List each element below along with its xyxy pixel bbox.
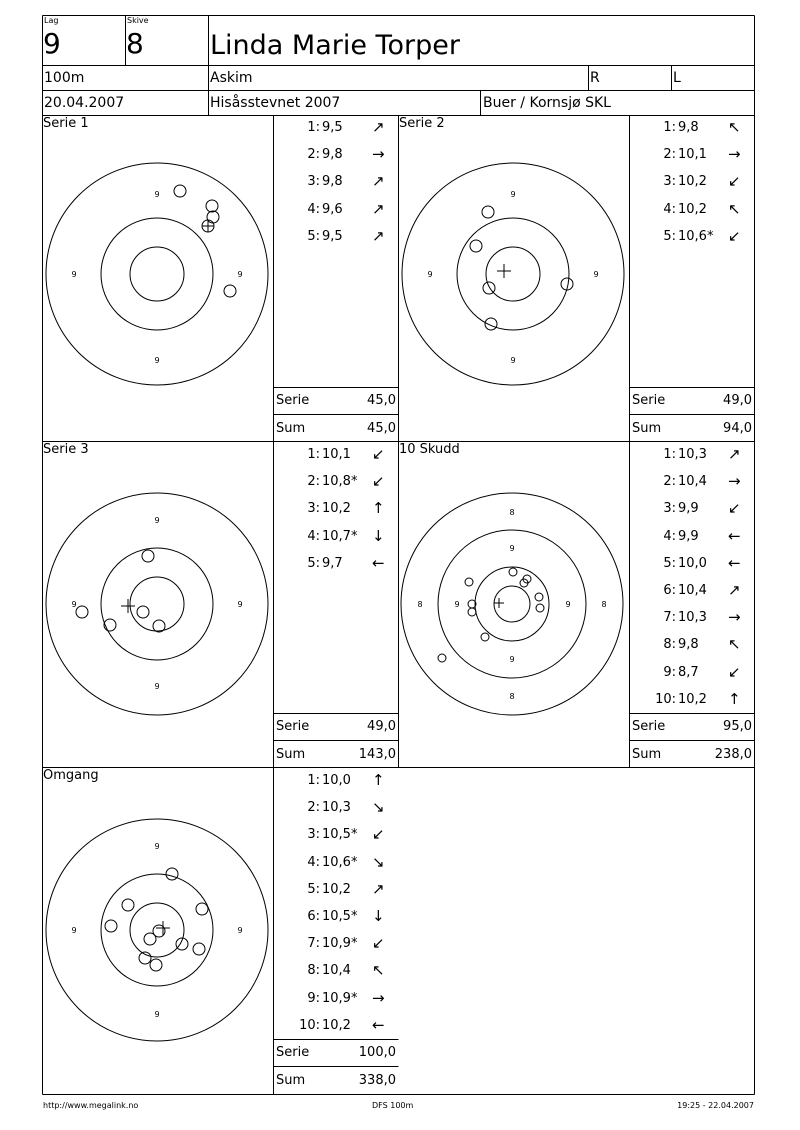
shot-number: 4: (307, 854, 320, 870)
panel-title: Serie 2 (399, 116, 445, 131)
shot-number: 3: (663, 174, 676, 190)
shot-row (630, 174, 754, 192)
shot-value: 9,8 (678, 120, 699, 135)
shot-number: 7: (307, 936, 320, 952)
shot-value: 10,2 (678, 174, 707, 190)
arrow-sw-icon: ↙ (728, 499, 741, 518)
l-label: L (673, 70, 681, 86)
arrow-ne-icon: ↗ (372, 226, 385, 245)
lag-value: 9 (43, 27, 61, 60)
shot-number: 1: (307, 120, 320, 135)
distance: 100m (44, 70, 85, 86)
arrow-ne-icon: ↗ (372, 172, 385, 191)
serie-label: Serie (632, 393, 666, 408)
shot-value: 10,9* (322, 936, 358, 952)
footer-timestamp: 19:25 - 22.04.2007 (677, 1101, 754, 1110)
shot-row (630, 474, 754, 492)
sum-label: Sum (632, 421, 662, 436)
panel-title: 10 Skudd (399, 442, 460, 457)
shot-hole (470, 240, 482, 252)
shot-value: 10,4 (678, 583, 707, 598)
arrow-w-icon: ← (372, 1015, 385, 1034)
ring-label: 9 (565, 600, 571, 609)
shot-hole (438, 654, 446, 662)
shot-hole (509, 568, 517, 576)
shot-hole (142, 550, 154, 562)
ring-label: 8 (509, 692, 515, 701)
serie-value: 45,0 (367, 393, 396, 408)
arrow-sw-icon: ↙ (372, 472, 385, 491)
shot-hole (207, 211, 219, 223)
venue: Buer / Kornsjø SKL (483, 95, 611, 111)
shot-value: 10,4 (322, 963, 351, 979)
shot-hole (468, 608, 476, 616)
ring-label: 9 (510, 190, 516, 199)
shot-hole (144, 933, 156, 945)
shot-number: 8: (307, 963, 320, 979)
serie-value: 49,0 (367, 719, 396, 734)
shot-row (630, 553, 754, 574)
shot-value: 10,2 (322, 501, 351, 517)
target-omgang (46, 819, 268, 1041)
shot-hole (153, 620, 165, 632)
shot-row (630, 662, 754, 683)
ring-label: 9 (427, 270, 433, 279)
shot-hole (104, 619, 116, 631)
shot-row (630, 501, 754, 519)
shot-row (274, 800, 398, 818)
serie-label: Serie (276, 1045, 310, 1060)
ring-label: 9 (154, 682, 160, 691)
skive-label: Skive (127, 16, 149, 25)
shot-number: 4: (663, 201, 676, 217)
shot-number: 2: (663, 474, 676, 490)
shot-hole (137, 606, 149, 618)
ring-label: 9 (237, 926, 243, 935)
arrow-sw-icon: ↙ (728, 172, 741, 191)
shot-value: 9,5 (322, 120, 343, 135)
shot-value: 10,1 (678, 147, 707, 163)
ring-label: 9 (154, 842, 160, 851)
shot-value: 9,9 (678, 501, 699, 517)
shot-value: 10,0 (678, 555, 707, 571)
date: 20.04.2007 (44, 95, 125, 111)
shot-number: 7: (663, 610, 676, 626)
shot-value: 9,7 (322, 555, 343, 571)
sum-label: Sum (276, 421, 306, 436)
ring-label: 9 (454, 600, 460, 609)
shot-number: 4: (663, 528, 676, 544)
ring-label: 8 (601, 600, 607, 609)
shot-hole (206, 200, 218, 212)
shot-hole (482, 206, 494, 218)
shot-number: 5: (307, 555, 320, 571)
ring-label: 9 (510, 356, 516, 365)
shot-row (274, 936, 398, 954)
r-label: R (590, 70, 600, 86)
shot-number: 5: (307, 228, 320, 244)
shot-number: 10: (655, 691, 676, 707)
arrow-ne-icon: ↗ (372, 118, 385, 136)
target-10-skudd (401, 493, 623, 715)
shot-hole (483, 282, 495, 294)
shot-number: 6: (307, 909, 320, 924)
shot-number: 1: (307, 773, 320, 788)
shot-hole (465, 578, 473, 586)
shot-hole (196, 903, 208, 915)
shot-row (274, 474, 398, 492)
shot-row (630, 226, 754, 247)
sum-value: 143,0 (358, 747, 396, 762)
ring-label: 9 (154, 190, 160, 199)
arrow-se-icon: ↘ (372, 852, 385, 871)
shot-number: 3: (307, 501, 320, 517)
shot-row (630, 637, 754, 655)
serie-value: 49,0 (723, 393, 752, 408)
shot-row (274, 909, 398, 927)
shot-number: 4: (307, 201, 320, 217)
shot-value: 10,0 (322, 773, 351, 788)
ring-label: 8 (509, 508, 515, 517)
panel-title: Omgang (43, 768, 99, 783)
ring-label: 9 (71, 926, 77, 935)
shot-row (274, 501, 398, 519)
shot-row (630, 583, 754, 601)
arrow-ne-icon: ↗ (372, 879, 385, 898)
sum-label: Sum (276, 1073, 306, 1088)
sum-value: 338,0 (358, 1073, 396, 1088)
arrow-n-icon: ↑ (372, 499, 385, 518)
ring-label: 9 (154, 356, 160, 365)
shot-number: 1: (663, 447, 676, 462)
shot-number: 5: (307, 881, 320, 897)
sum-label: Sum (276, 747, 306, 762)
serie-label: Serie (276, 719, 310, 734)
shot-value: 9,6 (322, 201, 343, 217)
shot-row (274, 226, 398, 247)
ring-label: 9 (237, 270, 243, 279)
ring-label: 9 (237, 600, 243, 609)
shot-row (274, 147, 398, 165)
shot-value: 10,5* (322, 827, 358, 843)
shot-row (274, 199, 398, 220)
arrow-w-icon: ← (728, 526, 741, 545)
shot-value: 10,7* (322, 528, 358, 544)
arrow-sw-icon: ↙ (372, 934, 385, 953)
ring-label: 9 (509, 544, 515, 553)
shot-number: 9: (307, 990, 320, 1006)
shot-value: 9,8 (322, 147, 343, 163)
shot-value: 10,2 (678, 201, 707, 217)
sum-value: 238,0 (714, 747, 752, 762)
shot-number: 8: (663, 637, 676, 653)
shot-hole (150, 959, 162, 971)
serie-value: 100,0 (358, 1045, 396, 1060)
arrow-ne-icon: ↗ (372, 199, 385, 218)
arrow-se-icon: ↘ (372, 798, 385, 817)
ring-label: 9 (71, 270, 77, 279)
shot-number: 2: (307, 800, 320, 816)
shot-number: 2: (663, 147, 676, 163)
shot-value: 10,2 (678, 691, 707, 707)
shot-hole (105, 920, 117, 932)
arrow-e-icon: → (728, 145, 741, 164)
shot-value: 10,6* (322, 854, 358, 870)
shot-number: 1: (307, 447, 320, 462)
arrow-w-icon: ← (372, 553, 385, 572)
arrow-sw-icon: ↙ (372, 825, 385, 844)
shot-number: 3: (663, 501, 676, 517)
ring-label: 9 (593, 270, 599, 279)
shot-row (630, 526, 754, 547)
shot-value: 10,1 (322, 447, 351, 462)
shot-value: 8,7 (678, 664, 699, 680)
shot-number: 4: (307, 528, 320, 544)
shooter-name: Linda Marie Torper (210, 30, 460, 61)
shot-row (630, 689, 754, 710)
club: Askim (210, 70, 253, 86)
shot-hole (193, 943, 205, 955)
arrow-nw-icon: ↖ (372, 961, 385, 980)
arrow-sw-icon: ↙ (728, 226, 741, 245)
shot-hole (174, 185, 186, 197)
arrow-nw-icon: ↖ (728, 635, 741, 654)
arrow-sw-icon: ↙ (372, 445, 385, 463)
shot-number: 5: (663, 555, 676, 571)
shot-value: 10,4 (678, 474, 707, 490)
arrow-e-icon: → (728, 472, 741, 491)
panel-title: Serie 3 (43, 442, 89, 457)
shot-number: 5: (663, 228, 676, 244)
lag-label: Lag (44, 16, 59, 25)
serie-label: Serie (632, 719, 666, 734)
arrow-s-icon: ↓ (372, 907, 385, 925)
arrow-e-icon: → (372, 145, 385, 164)
shot-value: 10,2 (322, 881, 351, 897)
shot-row (274, 988, 398, 1009)
shot-row (274, 827, 398, 845)
shot-value: 10,6* (678, 228, 714, 244)
shot-number: 2: (307, 474, 320, 490)
shot-value: 10,9* (322, 990, 358, 1006)
arrow-nw-icon: ↖ (728, 118, 741, 136)
shot-hole (535, 593, 543, 601)
shot-hole (122, 899, 134, 911)
shot-number: 1: (663, 120, 676, 135)
shot-row (274, 879, 398, 900)
arrow-ne-icon: ↗ (728, 445, 741, 463)
shot-row (274, 174, 398, 192)
shot-row (630, 610, 754, 628)
shot-value: 10,3 (322, 800, 351, 816)
shot-row (274, 963, 398, 981)
shot-value: 9,8 (322, 174, 343, 190)
footer-center: DFS 100m (372, 1101, 414, 1110)
arrow-n-icon: ↑ (372, 771, 385, 789)
shot-number: 3: (307, 827, 320, 843)
shot-hole (536, 604, 544, 612)
shot-row (274, 773, 398, 791)
shot-value: 10,3 (678, 610, 707, 626)
arrow-w-icon: ← (728, 553, 741, 572)
shot-row (630, 147, 754, 165)
shot-row (274, 852, 398, 873)
shot-value: 10,2 (322, 1017, 351, 1033)
shot-number: 9: (663, 664, 676, 680)
ring-label: 9 (154, 1010, 160, 1019)
arrow-nw-icon: ↖ (728, 199, 741, 218)
ring-label: 9 (71, 600, 77, 609)
arrow-sw-icon: ↙ (728, 662, 741, 681)
shot-row (630, 120, 754, 138)
event-name: Hisåsstevnet 2007 (210, 95, 341, 111)
arrow-e-icon: → (372, 988, 385, 1007)
arrow-e-icon: → (728, 608, 741, 627)
shot-value: 10,8* (322, 474, 358, 490)
ring-label: 8 (417, 600, 423, 609)
shot-number: 6: (663, 583, 676, 598)
sum-value: 45,0 (367, 421, 396, 436)
shot-row (274, 447, 398, 465)
ring-label: 9 (509, 655, 515, 664)
serie-value: 95,0 (723, 719, 752, 734)
shot-row (274, 553, 398, 574)
shot-value: 9,5 (322, 228, 343, 244)
shot-row (630, 199, 754, 220)
shot-hole (224, 285, 236, 297)
shot-hole (481, 633, 489, 641)
sum-label: Sum (632, 747, 662, 762)
shot-hole (76, 606, 88, 618)
shot-row (274, 1015, 398, 1036)
shot-value: 10,3 (678, 447, 707, 462)
shot-row (274, 526, 398, 547)
serie-label: Serie (276, 393, 310, 408)
footer-url[interactable]: http://www.megalink.no (43, 1101, 139, 1110)
skive-value: 8 (126, 27, 144, 60)
arrow-ne-icon: ↗ (728, 581, 741, 599)
shot-row (274, 120, 398, 138)
arrow-n-icon: ↑ (728, 689, 741, 708)
shot-value: 9,9 (678, 528, 699, 544)
shot-value: 10,5* (322, 909, 358, 924)
panel-title: Serie 1 (43, 116, 89, 131)
shot-hole (166, 868, 178, 880)
shot-value: 9,8 (678, 637, 699, 653)
shot-number: 2: (307, 147, 320, 163)
arrow-s-icon: ↓ (372, 526, 385, 545)
shot-row (630, 447, 754, 465)
sum-value: 94,0 (723, 421, 752, 436)
ring-label: 9 (154, 516, 160, 525)
shot-number: 10: (299, 1017, 320, 1033)
shot-number: 3: (307, 174, 320, 190)
